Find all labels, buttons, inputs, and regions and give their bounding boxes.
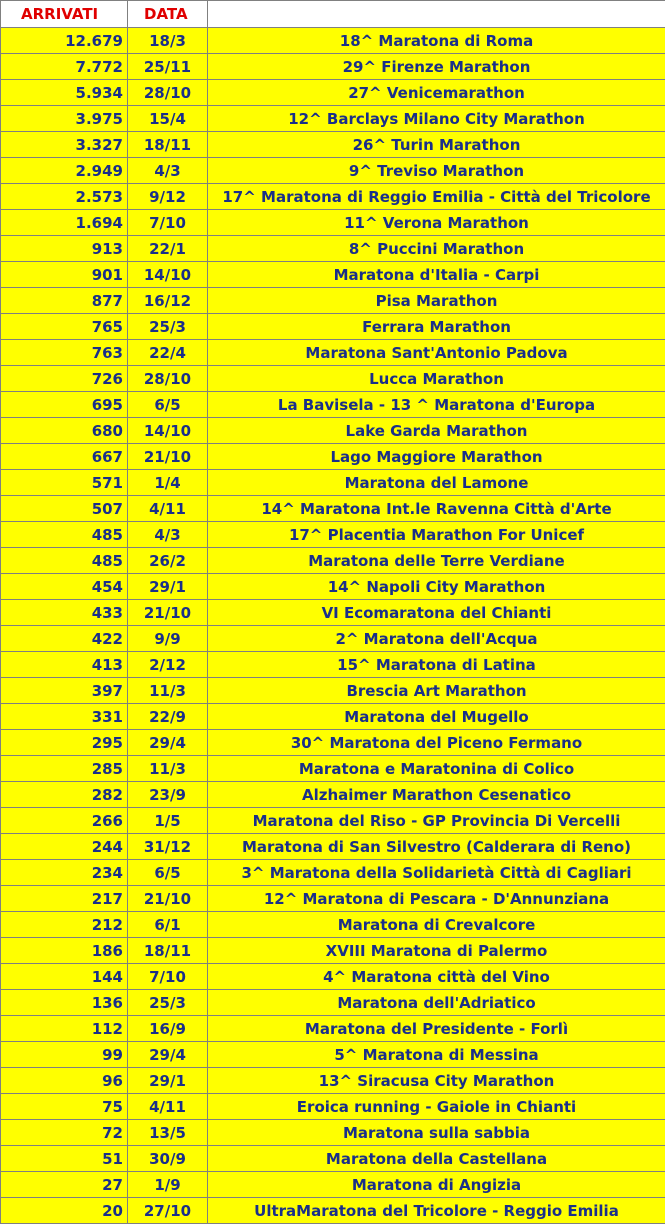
cell-data: 11/3 [128,756,208,782]
table-row [1,392,665,418]
cell-data: 9/9 [128,626,208,652]
cell-data: 29/1 [128,1068,208,1094]
cell-nome: 11^ Verona Marathon [208,210,665,236]
table-row [1,964,665,990]
table-row [1,1094,665,1120]
table-row [1,444,665,470]
cell-data: 4/3 [128,158,208,184]
cell-arrivati: 763 [1,340,128,366]
header-data: DATA [128,1,208,28]
cell-data: 7/10 [128,964,208,990]
table-row [1,262,665,288]
cell-data: 23/9 [128,782,208,808]
cell-data: 30/9 [128,1146,208,1172]
cell-arrivati: 266 [1,808,128,834]
cell-nome: Maratona del Presidente - Forlì [208,1016,665,1042]
cell-arrivati: 12.679 [1,28,128,54]
cell-nome: La Bavisela - 13 ^ Maratona d'Europa [208,392,665,418]
table-row [1,28,665,54]
header-row [1,1,665,28]
cell-arrivati: 413 [1,652,128,678]
cell-data: 18/3 [128,28,208,54]
table-row [1,652,665,678]
cell-data: 22/1 [128,236,208,262]
cell-nome: Lucca Marathon [208,366,665,392]
cell-data: 16/9 [128,1016,208,1042]
table-row [1,288,665,314]
header-arrivati: ARRIVATI [1,1,128,28]
cell-data: 14/10 [128,418,208,444]
cell-arrivati: 765 [1,314,128,340]
cell-data: 18/11 [128,132,208,158]
table-row [1,678,665,704]
cell-nome: Maratona sulla sabbia [208,1120,665,1146]
cell-data: 29/4 [128,730,208,756]
table-row [1,626,665,652]
cell-data: 29/4 [128,1042,208,1068]
cell-data: 4/11 [128,496,208,522]
cell-arrivati: 726 [1,366,128,392]
cell-arrivati: 913 [1,236,128,262]
table-row [1,808,665,834]
cell-nome: Maratona della Castellana [208,1146,665,1172]
cell-nome: 3^ Maratona della Solidarietà Città di Cagliari [208,860,665,886]
cell-arrivati: 667 [1,444,128,470]
cell-data: 22/9 [128,704,208,730]
cell-data: 15/4 [128,106,208,132]
cell-arrivati: 112 [1,1016,128,1042]
table-row [1,730,665,756]
cell-data: 4/11 [128,1094,208,1120]
cell-arrivati: 99 [1,1042,128,1068]
cell-data: 4/3 [128,522,208,548]
table-row [1,470,665,496]
cell-nome: Maratona e Maratonina di Colico [208,756,665,782]
cell-data: 16/12 [128,288,208,314]
cell-nome: 14^ Maratona Int.le Ravenna Città d'Arte [208,496,665,522]
cell-nome: 8^ Puccini Marathon [208,236,665,262]
cell-arrivati: 1.694 [1,210,128,236]
cell-arrivati: 433 [1,600,128,626]
cell-data: 21/10 [128,600,208,626]
table-row [1,938,665,964]
cell-nome: 4^ Maratona città del Vino [208,964,665,990]
table-row [1,860,665,886]
table-row [1,756,665,782]
cell-data: 13/5 [128,1120,208,1146]
cell-nome: 15^ Maratona di Latina [208,652,665,678]
cell-data: 14/10 [128,262,208,288]
cell-arrivati: 3.975 [1,106,128,132]
cell-nome: Lago Maggiore Marathon [208,444,665,470]
cell-nome: Eroica running - Gaiole in Chianti [208,1094,665,1120]
cell-arrivati: 212 [1,912,128,938]
cell-nome: Maratona di Crevalcore [208,912,665,938]
table-row [1,418,665,444]
cell-arrivati: 3.327 [1,132,128,158]
cell-arrivati: 27 [1,1172,128,1198]
cell-nome: 14^ Napoli City Marathon [208,574,665,600]
cell-data: 6/5 [128,860,208,886]
table-row [1,704,665,730]
cell-nome: Maratona di San Silvestro (Calderara di Reno) [208,834,665,860]
table-row [1,1146,665,1172]
cell-nome: Maratona del Mugello [208,704,665,730]
cell-arrivati: 282 [1,782,128,808]
table-row [1,1198,665,1224]
cell-arrivati: 96 [1,1068,128,1094]
table-row [1,366,665,392]
table-row [1,496,665,522]
cell-nome: 17^ Maratona di Reggio Emilia - Città del Tricolore [208,184,665,210]
cell-arrivati: 507 [1,496,128,522]
table-row [1,106,665,132]
cell-data: 31/12 [128,834,208,860]
table-row [1,600,665,626]
table-row [1,834,665,860]
header-nome [208,1,665,28]
cell-nome: Maratona di Angizia [208,1172,665,1198]
cell-arrivati: 485 [1,548,128,574]
table-row [1,548,665,574]
table-row [1,912,665,938]
table-row [1,340,665,366]
cell-data: 28/10 [128,80,208,106]
cell-arrivati: 217 [1,886,128,912]
cell-data: 6/5 [128,392,208,418]
cell-data: 26/2 [128,548,208,574]
cell-arrivati: 244 [1,834,128,860]
cell-nome: 18^ Maratona di Roma [208,28,665,54]
cell-data: 1/9 [128,1172,208,1198]
cell-nome: VI Ecomaratona del Chianti [208,600,665,626]
table-row [1,210,665,236]
cell-nome: Brescia Art Marathon [208,678,665,704]
cell-nome: Maratona del Riso - GP Provincia Di Vercelli [208,808,665,834]
cell-data: 9/12 [128,184,208,210]
table-row [1,522,665,548]
cell-arrivati: 136 [1,990,128,1016]
cell-data: 21/10 [128,444,208,470]
cell-nome: Maratona dell'Adriatico [208,990,665,1016]
table-row [1,54,665,80]
cell-nome: 12^ Maratona di Pescara - D'Annunziana [208,886,665,912]
cell-arrivati: 295 [1,730,128,756]
cell-arrivati: 901 [1,262,128,288]
cell-arrivati: 397 [1,678,128,704]
cell-arrivati: 5.934 [1,80,128,106]
cell-data: 25/3 [128,990,208,1016]
cell-data: 25/3 [128,314,208,340]
cell-nome: 30^ Maratona del Piceno Fermano [208,730,665,756]
table-row [1,1120,665,1146]
cell-data: 28/10 [128,366,208,392]
table-row [1,1172,665,1198]
cell-data: 6/1 [128,912,208,938]
table-row [1,574,665,600]
cell-arrivati: 877 [1,288,128,314]
cell-arrivati: 75 [1,1094,128,1120]
table-row [1,782,665,808]
cell-nome: Maratona Sant'Antonio Padova [208,340,665,366]
cell-arrivati: 454 [1,574,128,600]
cell-data: 1/5 [128,808,208,834]
cell-arrivati: 331 [1,704,128,730]
cell-arrivati: 144 [1,964,128,990]
cell-nome: Maratona d'Italia - Carpi [208,262,665,288]
cell-arrivati: 51 [1,1146,128,1172]
cell-data: 22/4 [128,340,208,366]
cell-nome: 27^ Venicemarathon [208,80,665,106]
cell-data: 11/3 [128,678,208,704]
cell-nome: Maratona delle Terre Verdiane [208,548,665,574]
table-row [1,184,665,210]
cell-arrivati: 422 [1,626,128,652]
cell-nome: Lake Garda Marathon [208,418,665,444]
table-row [1,132,665,158]
table-row [1,990,665,1016]
table-row [1,314,665,340]
cell-arrivati: 2.573 [1,184,128,210]
cell-arrivati: 285 [1,756,128,782]
cell-nome: UltraMaratona del Tricolore - Reggio Emilia [208,1198,665,1224]
cell-data: 21/10 [128,886,208,912]
cell-nome: XVIII Maratona di Palermo [208,938,665,964]
cell-arrivati: 680 [1,418,128,444]
table-row [1,158,665,184]
cell-data: 2/12 [128,652,208,678]
cell-arrivati: 234 [1,860,128,886]
cell-data: 25/11 [128,54,208,80]
cell-data: 1/4 [128,470,208,496]
cell-arrivati: 485 [1,522,128,548]
cell-arrivati: 7.772 [1,54,128,80]
cell-nome: 2^ Maratona dell'Acqua [208,626,665,652]
cell-nome: 5^ Maratona di Messina [208,1042,665,1068]
table-row [1,80,665,106]
cell-nome: Ferrara Marathon [208,314,665,340]
table-row [1,886,665,912]
cell-data: 18/11 [128,938,208,964]
cell-data: 29/1 [128,574,208,600]
cell-nome: 13^ Siracusa City Marathon [208,1068,665,1094]
cell-arrivati: 72 [1,1120,128,1146]
cell-nome: 29^ Firenze Marathon [208,54,665,80]
cell-data: 27/10 [128,1198,208,1224]
cell-nome: 26^ Turin Marathon [208,132,665,158]
cell-arrivati: 695 [1,392,128,418]
cell-nome: Alzhaimer Marathon Cesenatico [208,782,665,808]
cell-nome: 12^ Barclays Milano City Marathon [208,106,665,132]
cell-data: 7/10 [128,210,208,236]
cell-nome: Maratona del Lamone [208,470,665,496]
cell-arrivati: 20 [1,1198,128,1224]
table-row [1,1042,665,1068]
cell-arrivati: 186 [1,938,128,964]
table-row [1,1016,665,1042]
cell-nome: 9^ Treviso Marathon [208,158,665,184]
cell-arrivati: 2.949 [1,158,128,184]
table-row [1,1068,665,1094]
table-row [1,236,665,262]
cell-arrivati: 571 [1,470,128,496]
cell-nome: 17^ Placentia Marathon For Unicef [208,522,665,548]
cell-nome: Pisa Marathon [208,288,665,314]
